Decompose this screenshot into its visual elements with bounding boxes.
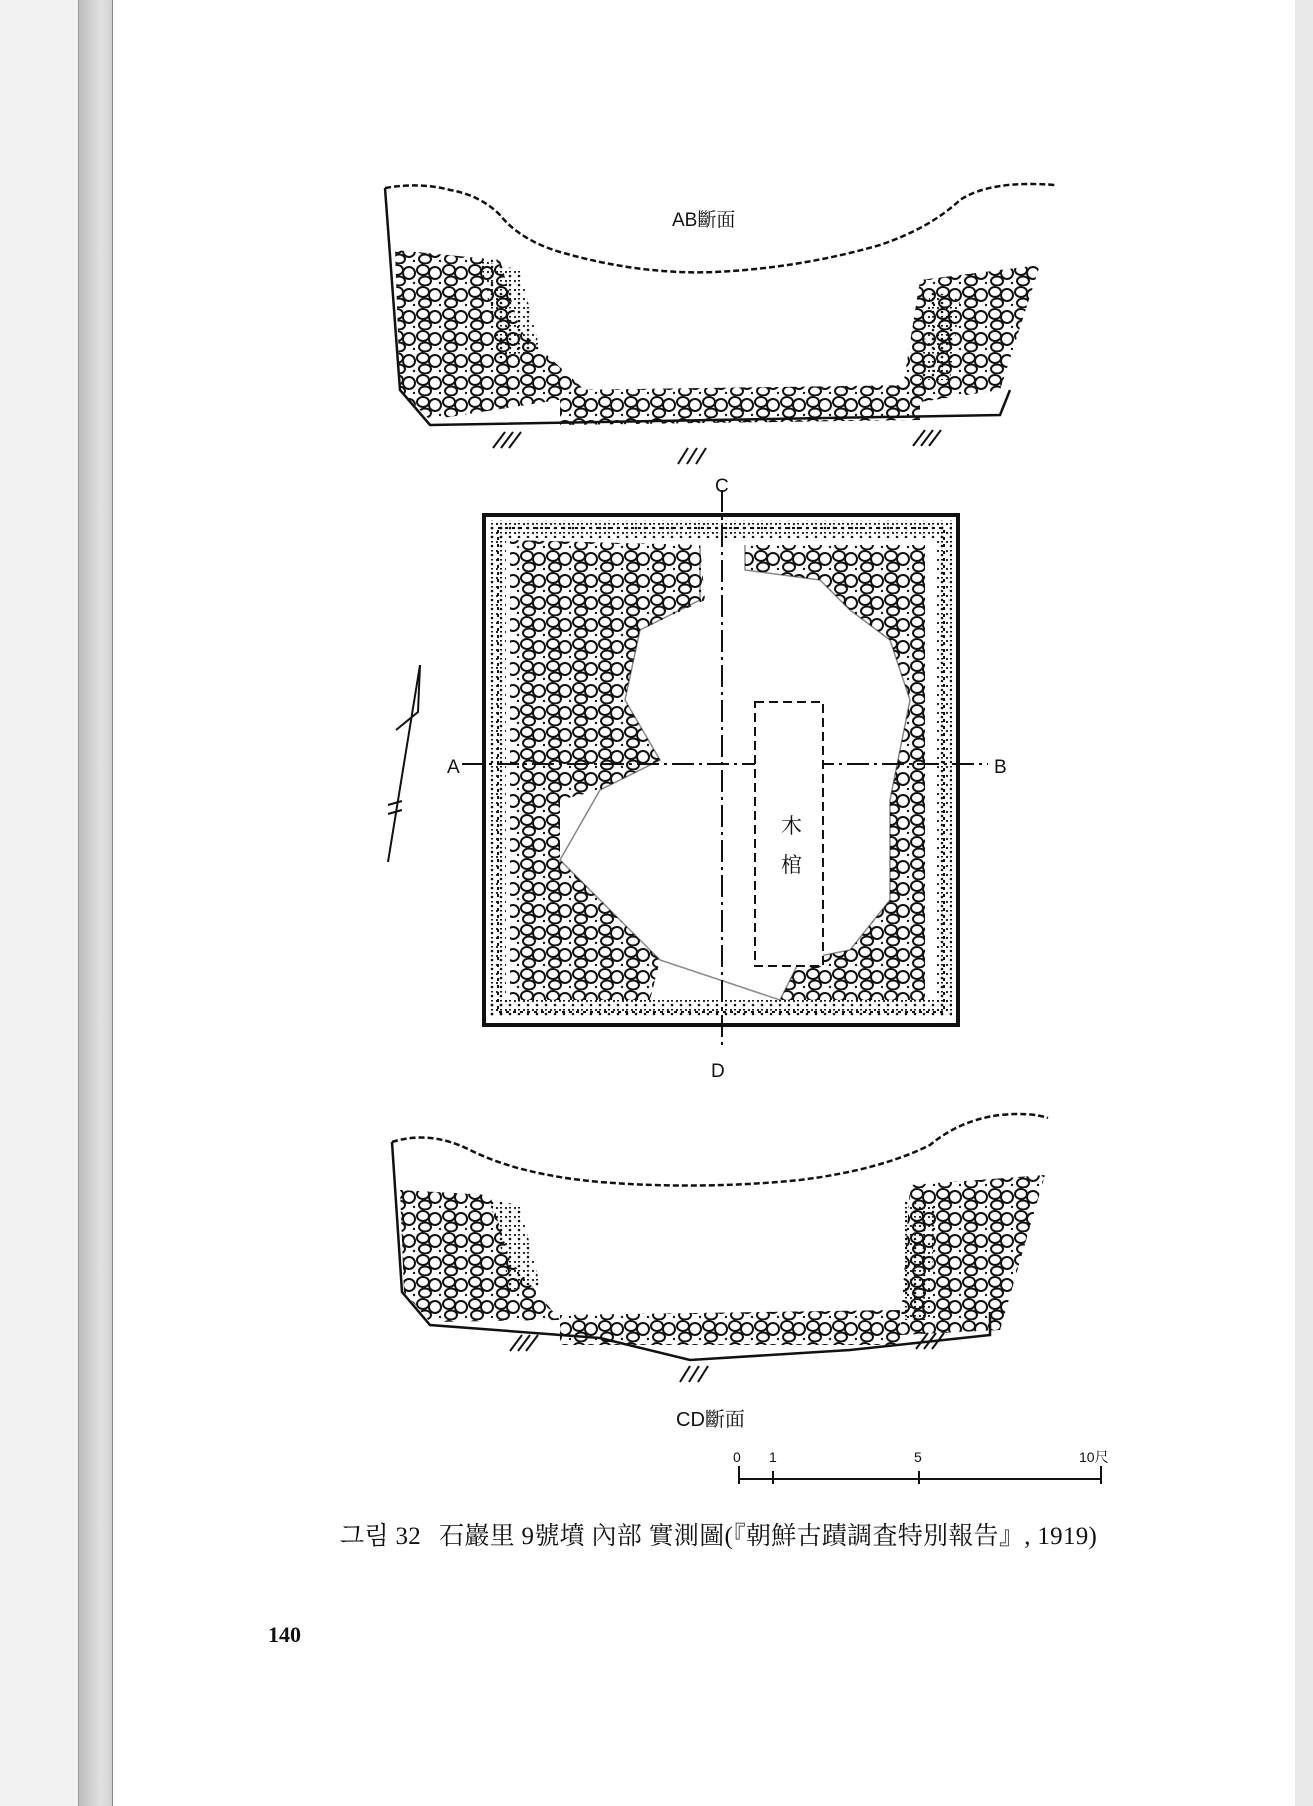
axis-label-a: A [447,757,460,778]
scale-tick-5: 5 [914,1449,922,1465]
page-number: 140 [268,1622,301,1647]
axis-label-c: C [715,476,729,497]
plan-view-drawing [388,490,988,1050]
figure-caption-text: 石巖里 9號墳 內部 實測圖(『朝鮮古蹟調査特別報告』, 1919) [439,1523,1098,1550]
scale-tick-10: 10尺 [1079,1449,1109,1465]
cd-section-drawing [392,1114,1048,1382]
cd-section-label: CD斷面 [676,1409,745,1431]
axis-label-b: B [994,757,1007,778]
figure-number: 그림 32 [340,1523,422,1550]
figure-caption [340,1516,1097,1552]
ab-section-label: AB斷面 [672,210,736,231]
scale-bar [739,1466,1101,1484]
coffin-label-1: 木 [781,815,802,838]
coffin-label-2: 棺 [781,854,802,877]
axis-label-d: D [711,1061,725,1082]
scale-tick-1: 1 [769,1449,777,1465]
scale-tick-0: 0 [733,1449,741,1465]
